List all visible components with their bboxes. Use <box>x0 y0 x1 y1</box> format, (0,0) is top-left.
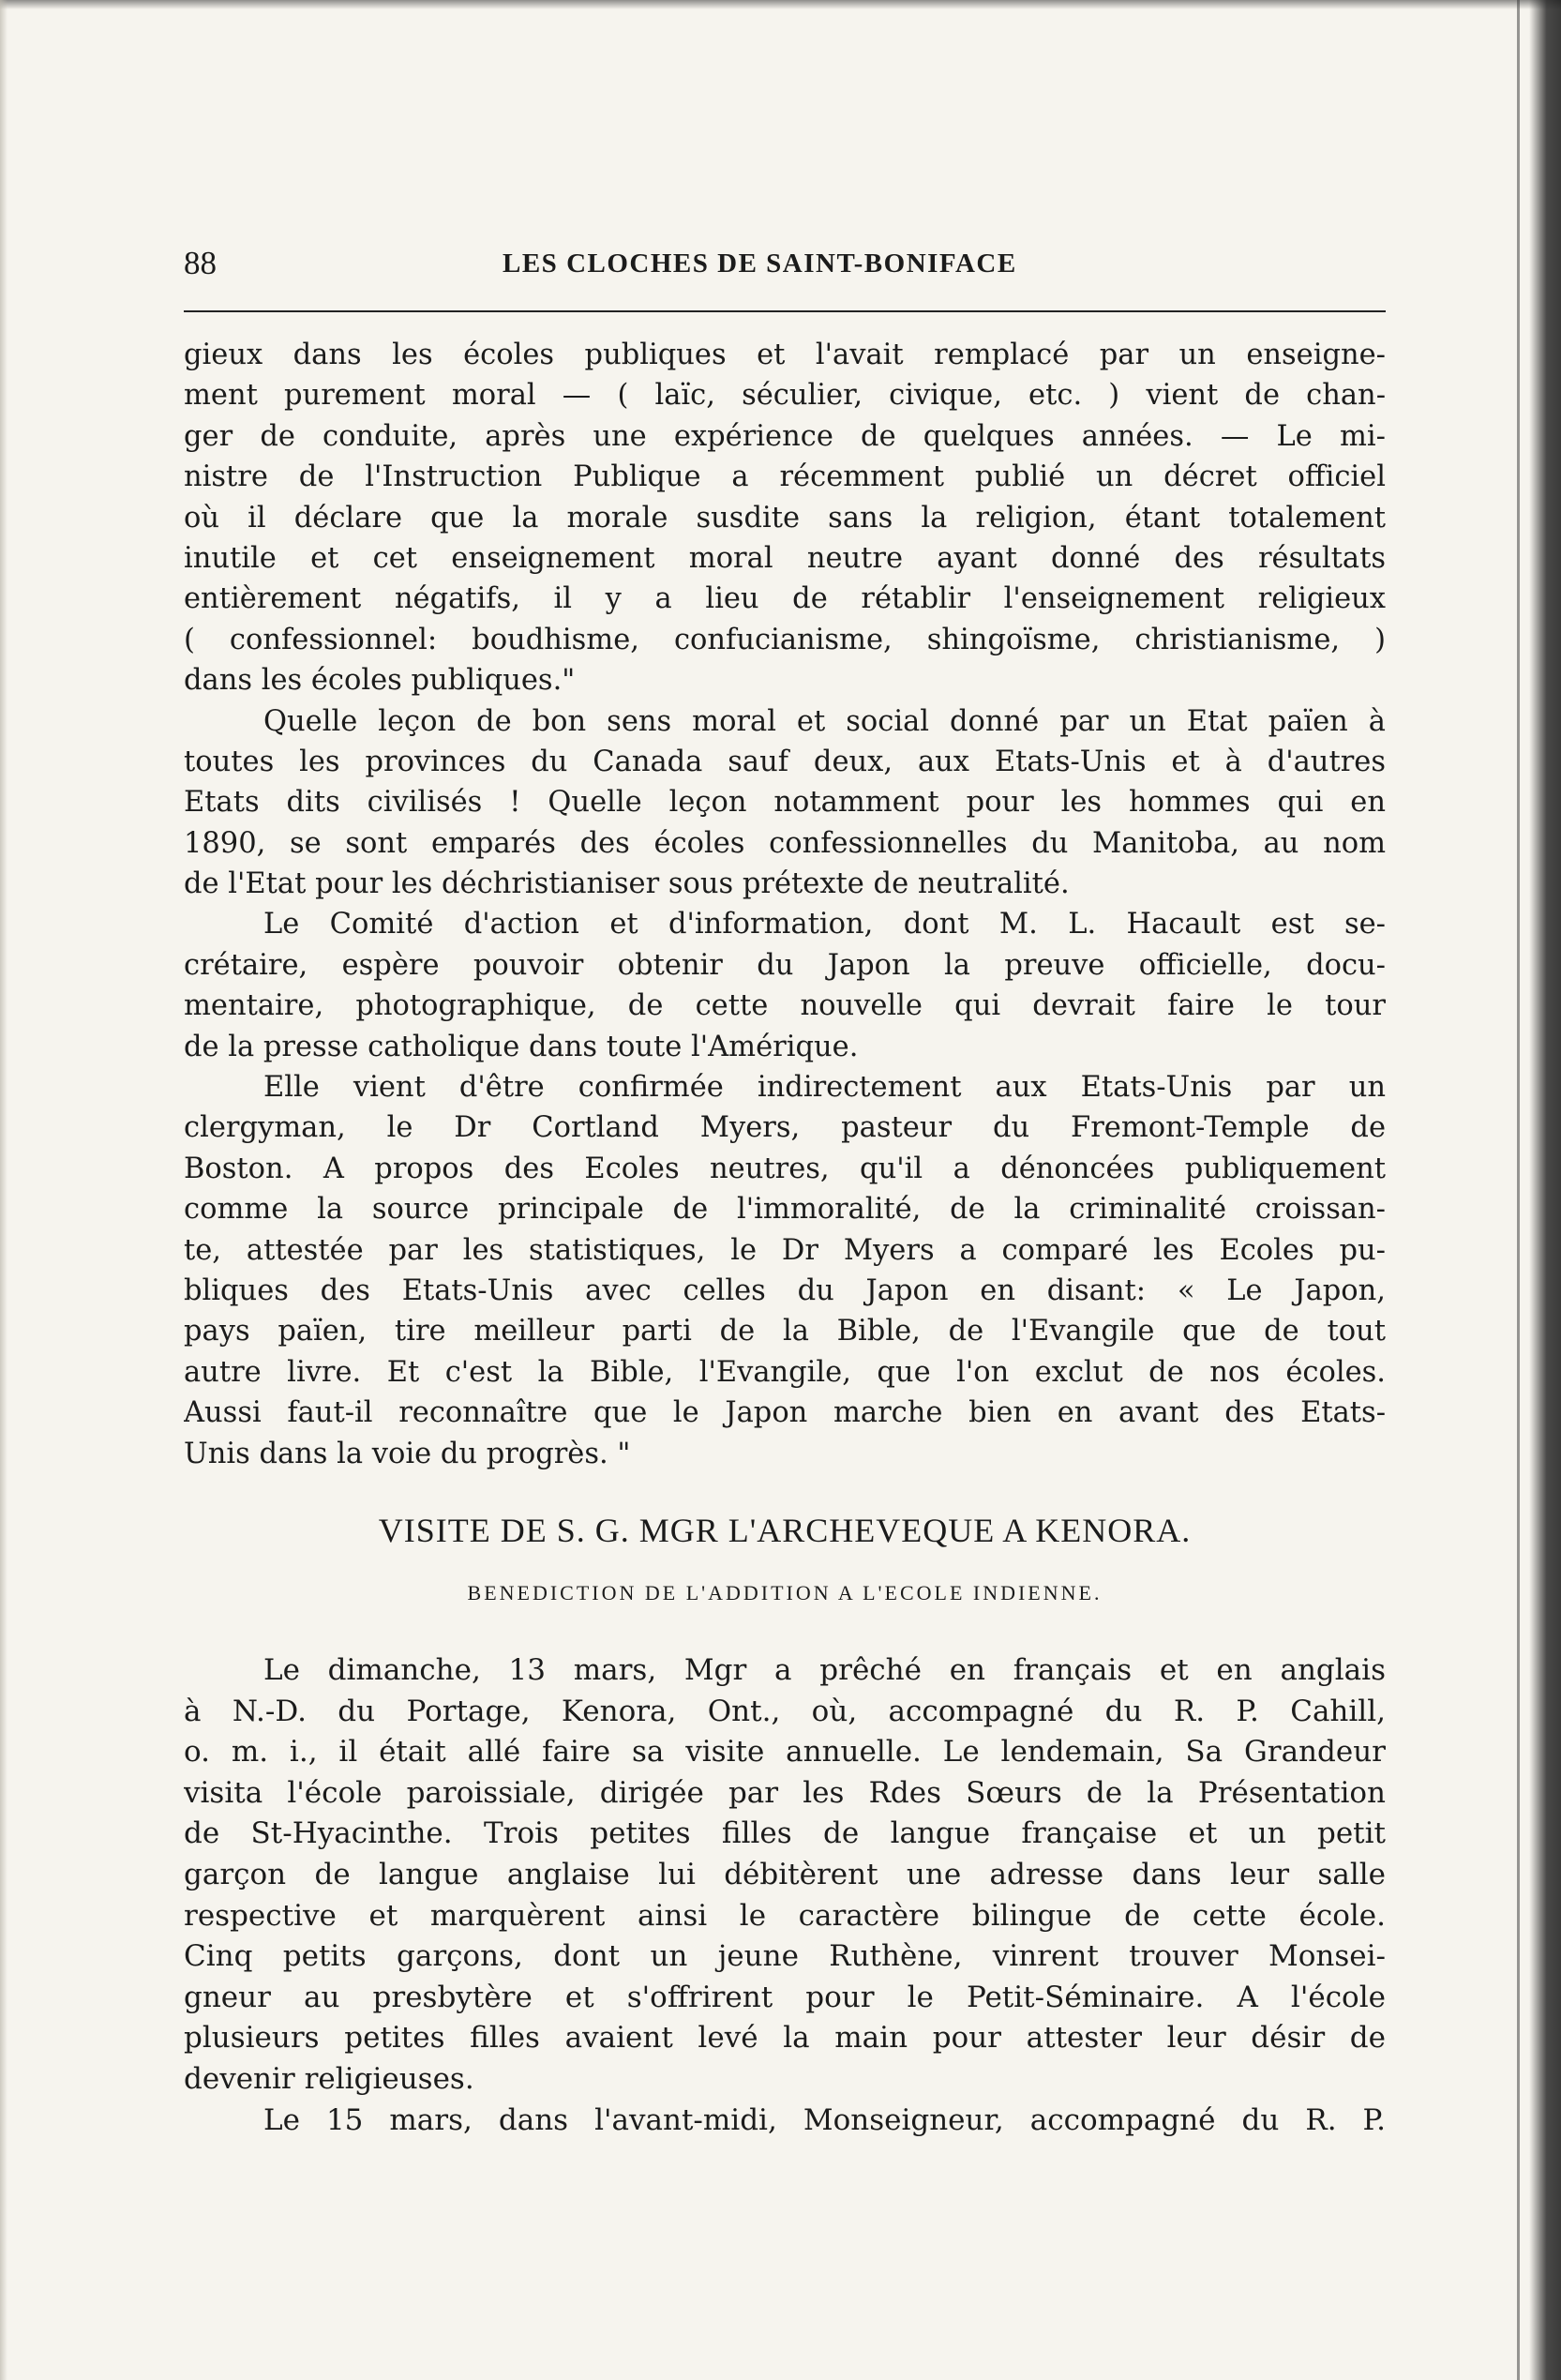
text-line: à N.-D. du Portage, Kenora, Ont., où, accompagné du R. P. Cahill, <box>184 1694 1386 1728</box>
scan-left-edge <box>0 0 8 2380</box>
text-line: pays païen, tire meilleur parti de la Bible, de l'Evangile que de tout <box>184 1315 1386 1348</box>
text-line: toutes les provinces du Canada sauf deux, aux Etats-Unis et à d'autres <box>184 745 1386 778</box>
text-line: Etats dits civilisés ! Quelle leçon notamment pour les hommes qui en <box>184 786 1386 820</box>
text-line: entièrement négatifs, il y a lieu de rétablir l'enseignement religieux <box>184 582 1386 616</box>
text-line: de la presse catholique dans toute l'Amérique. <box>184 1030 859 1063</box>
text-line: ment purement moral — ( laïc, séculier, civique, etc. ) vient de chan- <box>184 379 1386 413</box>
header-rule <box>184 310 1386 312</box>
text-line: o. m. i., il était allé faire sa visite annuelle. Le lendemain, Sa Grandeur <box>184 1735 1386 1770</box>
page-number: 88 <box>184 245 217 281</box>
text-line: Le Comité d'action et d'information, dont M. L. Hacault est se- <box>263 908 1386 941</box>
text-line: devenir religieuses. <box>184 2061 474 2096</box>
scan-right-edge <box>1529 0 1561 2380</box>
running-title: LES CLOCHES DE SAINT-BONIFACE <box>503 249 1017 279</box>
text-line: te, attestée par les statistiques, le Dr Myers a comparé les Ecoles pu- <box>184 1233 1386 1267</box>
text-line: bliques des Etats-Unis avec celles du Japon en disant: « Le Japon, <box>184 1273 1386 1307</box>
text-line: nistre de l'Instruction Publique a récemment publié un décret officiel <box>184 460 1386 494</box>
text-line: respective et marquèrent ainsi le caractère bilingue de cette école. <box>184 1898 1386 1933</box>
text-line: visita l'école paroissiale, dirigée par les Rdes Sœurs de la Présentation <box>184 1775 1386 1810</box>
text-line: plusieurs petites filles avaient levé la main pour attester leur désir de <box>184 2021 1386 2056</box>
section-subtitle: BENEDICTION DE L'ADDITION A L'ECOLE INDIENNE. <box>467 1581 1103 1604</box>
text-line: crétaire, espère pouvoir obtenir du Japon la preuve officielle, docu- <box>184 948 1386 982</box>
text-line: de St-Hyacinthe. Trois petites filles de langue française et un petit <box>184 1816 1386 1851</box>
text-line: ( confessionnel: boudhisme, confucianisme, shingoïsme, christianisme, ) <box>184 623 1386 656</box>
scan-binding-line <box>1517 0 1520 2380</box>
text-line: Elle vient d'être confirmée indirectement aux Etats-Unis par un <box>263 1071 1386 1105</box>
text-line: ger de conduite, après une expérience de quelques années. — Le mi- <box>184 419 1386 453</box>
text-line: Unis dans la voie du progrès. " <box>184 1437 631 1470</box>
text-line: gieux dans les écoles publiques et l'avait remplacé par un enseigne- <box>184 339 1386 371</box>
text-line: où il déclare que la morale susdite sans la religion, étant totalement <box>184 501 1386 535</box>
text-line: Cinq petits garçons, dont un jeune Ruthène, vinrent trouver Monsei- <box>184 1939 1386 1974</box>
text-line: clergyman, le Dr Cortland Myers, pasteur du Fremont-Temple de <box>184 1111 1386 1145</box>
section-title: VISITE DE S. G. MGR L'ARCHEVEQUE A KENORA. <box>378 1512 1192 1549</box>
text-line: mentaire, photographique, de cette nouvelle qui devrait faire le tour <box>184 989 1386 1023</box>
text-line: Le dimanche, 13 mars, Mgr a prêché en français et en anglais <box>263 1653 1386 1687</box>
text-line: Boston. A propos des Ecoles neutres, qu'il a dénoncées publiquement <box>184 1152 1386 1185</box>
text-line: dans les écoles publiques." <box>184 664 576 698</box>
text-line: comme la source principale de l'immoralité, de la criminalité croissan- <box>184 1193 1386 1227</box>
scan-top-edge <box>0 0 1561 9</box>
article-continuation <box>184 335 1386 1474</box>
text-line: autre livre. Et c'est la Bible, l'Evangile, que l'on exclut de nos écoles. <box>184 1355 1386 1389</box>
text-line: de l'Etat pour les déchristianiser sous prétexte de neutralité. <box>184 867 1070 901</box>
kenora-visit-article <box>184 1650 1386 2141</box>
text-line: gneur au presbytère et s'offrirent pour le Petit-Séminaire. A l'école <box>184 1980 1386 2014</box>
text-line: Quelle leçon de bon sens moral et social donné par un Etat païen à <box>263 704 1386 738</box>
text-line: garçon de langue anglaise lui débitèrent une adresse dans leur salle <box>184 1857 1386 1891</box>
text-line: Le 15 mars, dans l'avant-midi, Monseigneur, accompagné du R. P. <box>263 2102 1386 2137</box>
text-line: inutile et cet enseignement moral neutre ayant donné des résultats <box>184 541 1386 575</box>
text-line: Aussi faut-il reconnaître que le Japon marche bien en avant des Etats- <box>184 1396 1386 1430</box>
text-line: 1890, se sont emparés des écoles confessionnelles du Manitoba, au nom <box>184 826 1386 860</box>
running-head <box>184 240 1386 287</box>
